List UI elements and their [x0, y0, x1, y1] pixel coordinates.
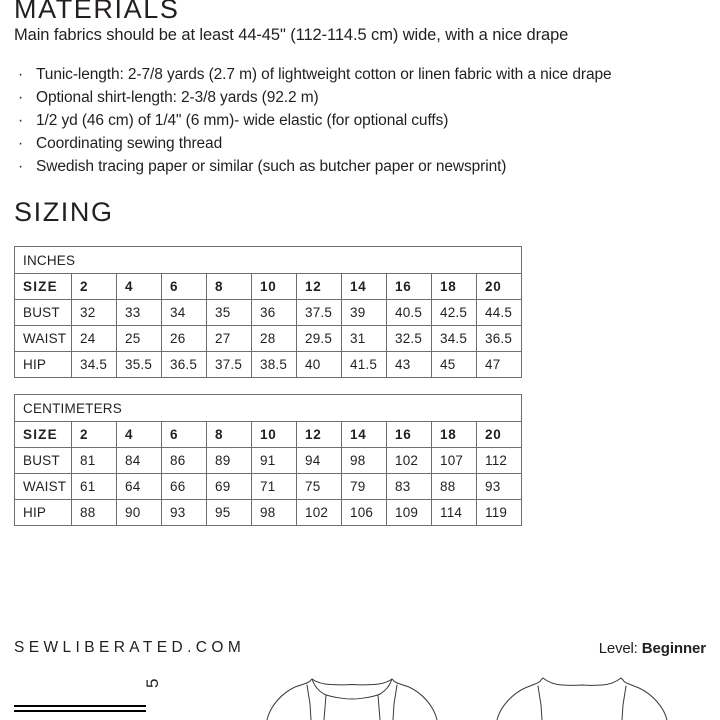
- bullet-icon: ·: [18, 158, 24, 175]
- measurement-cell: 90: [117, 500, 162, 526]
- column-header-size-value: 12: [297, 422, 342, 448]
- measurement-cell: 28: [252, 326, 297, 352]
- column-header-size-value: 18: [432, 274, 477, 300]
- list-item: [14, 86, 612, 109]
- measurement-cell: 98: [342, 448, 387, 474]
- bullet-icon: ·: [18, 66, 24, 83]
- measurement-cell: 66: [162, 474, 207, 500]
- row-label: HIP: [15, 500, 72, 526]
- row-label: WAIST: [15, 474, 72, 500]
- measurement-cell: 119: [477, 500, 522, 526]
- garment-illustration-tunic: [262, 676, 442, 720]
- column-header-size-value: 14: [342, 422, 387, 448]
- measurement-cell: 47: [477, 352, 522, 378]
- measurement-cell: 93: [477, 474, 522, 500]
- unit-caption-row: [15, 247, 522, 274]
- unit-caption: INCHES: [15, 247, 522, 274]
- measurement-cell: 75: [297, 474, 342, 500]
- list-item: [14, 132, 612, 155]
- list-item-label: Swedish tracing paper or similar (such as butcher paper or newsprint): [36, 158, 507, 175]
- measurement-cell: 40.5: [387, 300, 432, 326]
- measurement-cell: 102: [297, 500, 342, 526]
- size-chart-inches: [14, 246, 522, 378]
- table-header-row: [15, 274, 522, 300]
- column-header-size-value: 16: [387, 274, 432, 300]
- row-label: BUST: [15, 300, 72, 326]
- table-row: [15, 500, 522, 526]
- column-header-size-value: 20: [477, 422, 522, 448]
- column-header-size-value: 6: [162, 422, 207, 448]
- measurement-cell: 31: [342, 326, 387, 352]
- measurement-cell: 95: [207, 500, 252, 526]
- measurement-cell: 35: [207, 300, 252, 326]
- size-chart-centimeters-body: [15, 395, 522, 526]
- measurement-cell: 39: [342, 300, 387, 326]
- scale-ruler: [14, 705, 146, 715]
- column-header-size-value: 16: [387, 422, 432, 448]
- column-header-size-value: 2: [72, 274, 117, 300]
- measurement-cell: 24: [72, 326, 117, 352]
- column-header-size: SIZE: [15, 422, 72, 448]
- site-url-text: SEWLIBERATED.COM: [14, 639, 246, 656]
- measurement-cell: 106: [342, 500, 387, 526]
- scale-ruler-line: [14, 705, 146, 707]
- column-header-size: SIZE: [15, 274, 72, 300]
- measurement-cell: 61: [72, 474, 117, 500]
- measurement-cell: 102: [387, 448, 432, 474]
- bullet-icon: ·: [18, 112, 24, 129]
- measurement-cell: 83: [387, 474, 432, 500]
- list-item-label: 1/2 yd (46 cm) of 1/4" (6 mm)- wide elastic (for optional cuffs): [36, 112, 449, 129]
- column-header-size-value: 10: [252, 422, 297, 448]
- measurement-cell: 107: [432, 448, 477, 474]
- column-header-size-value: 4: [117, 422, 162, 448]
- sizing-heading: SIZING: [14, 197, 114, 227]
- unit-caption: CENTIMETERS: [15, 395, 522, 422]
- measurement-cell: 81: [72, 448, 117, 474]
- column-header-size-value: 4: [117, 274, 162, 300]
- list-item: [14, 109, 612, 132]
- level-label: Level:: [598, 640, 638, 657]
- measurement-cell: 88: [72, 500, 117, 526]
- column-header-size-value: 8: [207, 422, 252, 448]
- bullet-icon: ·: [18, 89, 24, 106]
- bullet-icon: ·: [18, 135, 24, 152]
- measurement-cell: 34.5: [72, 352, 117, 378]
- measurement-cell: 26: [162, 326, 207, 352]
- unit-caption-row: [15, 395, 522, 422]
- column-header-size-value: 8: [207, 274, 252, 300]
- measurement-cell: 64: [117, 474, 162, 500]
- column-header-size-value: 6: [162, 274, 207, 300]
- measurement-cell: 34: [162, 300, 207, 326]
- measurement-cell: 35.5: [117, 352, 162, 378]
- list-item-label: Optional shirt-length: 2-3/8 yards (92.2 m): [36, 89, 319, 106]
- difficulty-level: [599, 641, 706, 656]
- measurement-cell: 94: [297, 448, 342, 474]
- table-row: [15, 326, 522, 352]
- measurement-cell: 43: [387, 352, 432, 378]
- measurement-cell: 88: [432, 474, 477, 500]
- row-label: BUST: [15, 448, 72, 474]
- list-item-label: Tunic-length: 2-7/8 yards (2.7 m) of lightweight cotton or linen fabric with a nice drape: [36, 66, 612, 83]
- measurement-cell: 69: [207, 474, 252, 500]
- shirt-line-art-icon: [492, 676, 672, 720]
- measurement-cell: 45: [432, 352, 477, 378]
- garment-illustration-shirt: [492, 676, 672, 720]
- measurement-cell: 71: [252, 474, 297, 500]
- measurement-cell: 37.5: [207, 352, 252, 378]
- measurement-cell: 29.5: [297, 326, 342, 352]
- column-header-size-value: 12: [297, 274, 342, 300]
- measurement-cell: 42.5: [432, 300, 477, 326]
- column-header-size-value: 14: [342, 274, 387, 300]
- measurement-cell: 40: [297, 352, 342, 378]
- measurement-cell: 27: [207, 326, 252, 352]
- level-value: Beginner: [641, 640, 706, 657]
- table-row: [15, 474, 522, 500]
- measurement-cell: 36.5: [162, 352, 207, 378]
- measurement-cell: 38.5: [252, 352, 297, 378]
- table-header-row: [15, 422, 522, 448]
- measurement-cell: 79: [342, 474, 387, 500]
- measurement-cell: 33: [117, 300, 162, 326]
- measurement-cell: 41.5: [342, 352, 387, 378]
- measurement-cell: 44.5: [477, 300, 522, 326]
- measurement-cell: 89: [207, 448, 252, 474]
- measurement-cell: 86: [162, 448, 207, 474]
- table-row: [15, 300, 522, 326]
- page-number: 5: [143, 678, 162, 688]
- measurement-cell: 32.5: [387, 326, 432, 352]
- measurement-cell: 109: [387, 500, 432, 526]
- size-chart-centimeters: [14, 394, 522, 526]
- measurement-cell: 36.5: [477, 326, 522, 352]
- measurement-cell: 25: [117, 326, 162, 352]
- measurement-cell: 112: [477, 448, 522, 474]
- scale-ruler-line: [14, 710, 146, 712]
- measurement-cell: 34.5: [432, 326, 477, 352]
- list-item: [14, 63, 612, 86]
- row-label: HIP: [15, 352, 72, 378]
- list-item: [14, 155, 612, 178]
- column-header-size-value: 20: [477, 274, 522, 300]
- measurement-cell: 36: [252, 300, 297, 326]
- measurement-cell: 93: [162, 500, 207, 526]
- list-item-label: Coordinating sewing thread: [36, 135, 223, 152]
- measurement-cell: 114: [432, 500, 477, 526]
- measurement-cell: 98: [252, 500, 297, 526]
- materials-heading: MATERIALS: [14, 0, 180, 24]
- materials-list: [14, 63, 612, 178]
- table-row: [15, 352, 522, 378]
- measurement-cell: 84: [117, 448, 162, 474]
- measurement-cell: 32: [72, 300, 117, 326]
- measurement-cell: 37.5: [297, 300, 342, 326]
- materials-intro-text: Main fabrics should be at least 44-45" (112-114.5 cm) wide, with a nice drape: [14, 26, 569, 44]
- column-header-size-value: 10: [252, 274, 297, 300]
- measurement-cell: 91: [252, 448, 297, 474]
- column-header-size-value: 18: [432, 422, 477, 448]
- row-label: WAIST: [15, 326, 72, 352]
- tunic-line-art-icon: [262, 676, 442, 720]
- column-header-size-value: 2: [72, 422, 117, 448]
- table-row: [15, 448, 522, 474]
- size-chart-inches-body: [15, 247, 522, 378]
